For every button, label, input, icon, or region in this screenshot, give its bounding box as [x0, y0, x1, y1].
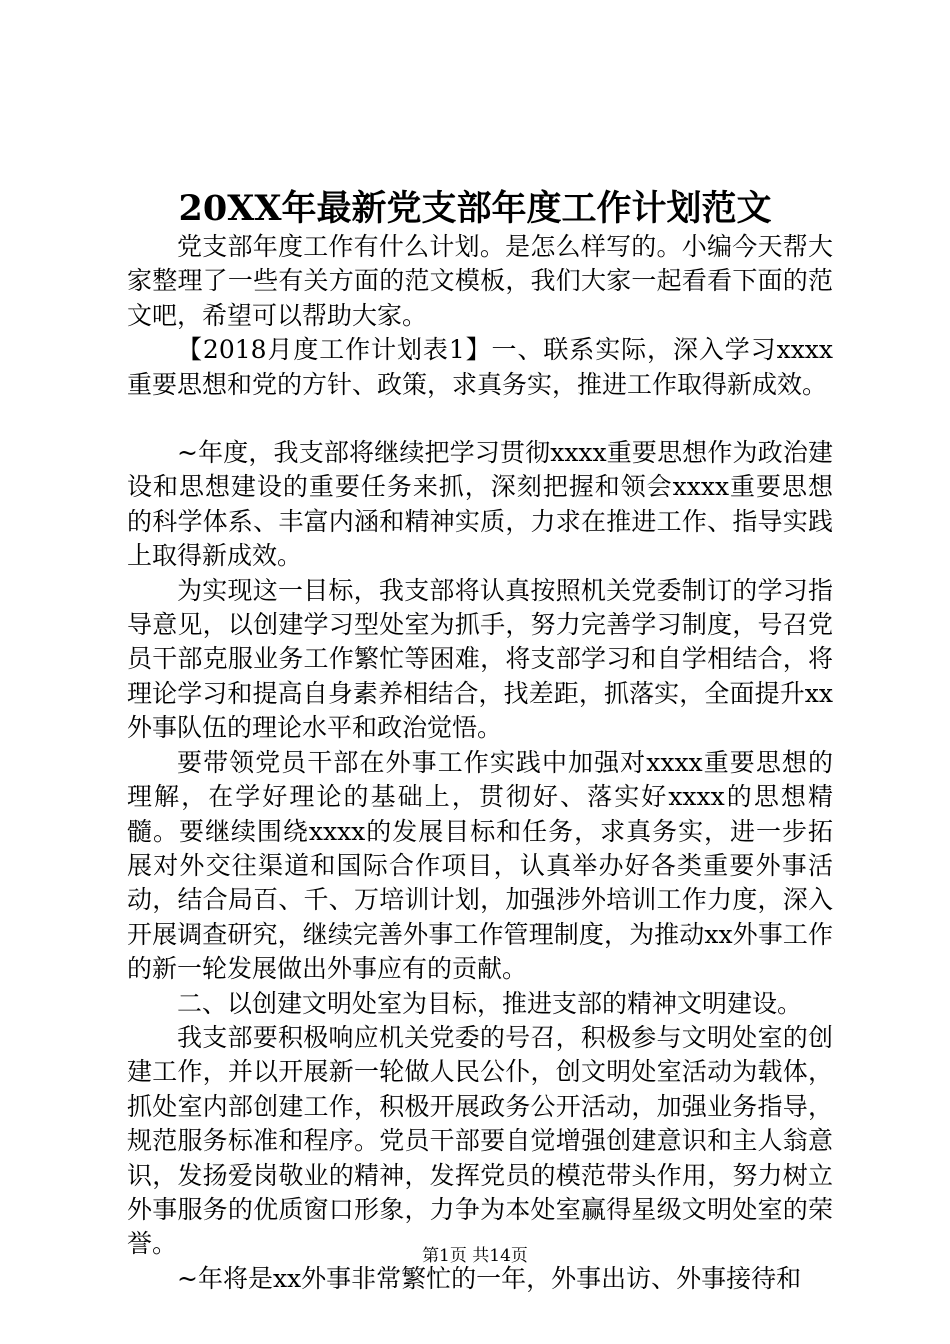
paragraph-annual-study: ~年度，我支部将继续把学习贯彻xxxx重要思想作为政治建设和思想建设的重要任务来抓，深刻把握和领会xxxx重要思想的科学体系、丰富内涵和精神实质，力求在推进工作、指导实践上取得新成效。 — [127, 438, 833, 571]
paragraph-practice: 要带领党员干部在外事工作实践中加强对xxxx重要思想的理解，在学好理论的基础上，贯彻好、落实好xxxx的思想精髓。要继续围绕xxxx的发展目标和任务，求真务实，进一步拓展对外交往渠道和国际合作项目，认真举办好各类重要外事活动，结合局百、千、万培训计划，加强涉外培训工作力度，深入开展调查研究，继续完善外事工作管理制度，为推动xx外事工作的新一轮发展做出外事应有的贡献。 — [127, 747, 833, 984]
paragraph-intro: 党支部年度工作有什么计划。是怎么样写的。小编今天帮大家整理了一些有关方面的范文模板，我们大家一起看看下面的范文吧，希望可以帮助大家。 — [127, 232, 833, 330]
paragraph-section-one-heading: 【2018月度工作计划表1】一、联系实际，深入学习xxxx重要思想和党的方针、政策，求真务实，推进工作取得新成效。 — [127, 335, 833, 399]
paragraph-section-two-heading: 二、以创建文明处室为目标，推进支部的精神文明建设。 — [177, 988, 803, 1018]
document-body — [127, 230, 833, 1296]
page-number-footer: 第1页 共14页 — [422, 1246, 528, 1266]
paragraph-civilization: 我支部要积极响应机关党委的号召，积极参与文明处室的创建工作，并以开展新一轮做人民公仆，创文明处室活动为载体，抓处室内部创建工作，积极开展政务公开活动，加强业务指导，规范服务标准和程序。党员干部要自觉增强创建意识和主人翁意识，发扬爱岗敬业的精神，发挥党员的模范带头作用，努力树立外事服务的优质窗口形象，力争为本处室赢得星级文明处室的荣誉。 — [127, 1022, 833, 1259]
document-title: 20XX年最新党支部年度工作计划范文 — [178, 188, 772, 229]
paragraph-goal: 为实现这一目标，我支部将认真按照机关党委制订的学习指导意见，以创建学习型处室为抓手，努力完善学习制度，号召党员干部克服业务工作繁忙等困难，将支部学习和自学相结合，将理论学习和提高自身素养相结合，找差距，抓落实，全面提升xx外事队伍的理论水平和政治觉悟。 — [127, 575, 833, 743]
paragraph-busy-year: ~年将是xx外事非常繁忙的一年，外事出访、外事接待和 — [177, 1263, 802, 1293]
